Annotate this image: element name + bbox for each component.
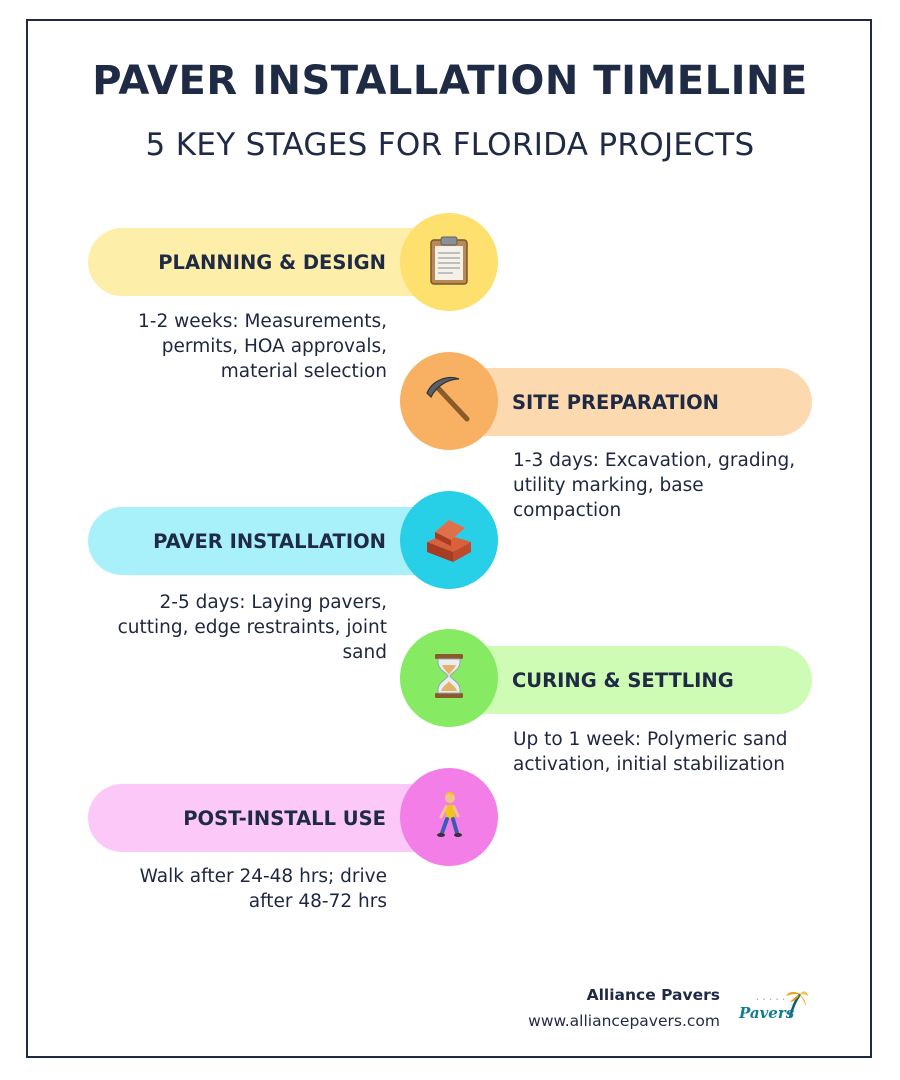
- company-name: Alliance Pavers: [586, 986, 720, 1004]
- stage-label: CURING & SETTLING: [512, 668, 734, 692]
- stage-description: 1-3 days: Excavation, grading, utility marking, base compaction: [513, 450, 796, 521]
- stage-pill-curing-settling: [450, 646, 812, 714]
- page-title: PAVER INSTALLATION TIMELINE: [92, 58, 808, 104]
- stage-description: Up to 1 week: Polymeric sand activation, initial stabilization: [513, 729, 788, 775]
- stage-pill-planning: [88, 228, 448, 296]
- company-url[interactable]: www.alliancepavers.com: [528, 1012, 720, 1030]
- stage-label: PLANNING & DESIGN: [158, 250, 386, 274]
- page-subtitle: 5 KEY STAGES FOR FLORIDA PROJECTS: [145, 127, 755, 163]
- stage-icon-circle: [400, 491, 498, 589]
- stage-pill-site-preparation: [450, 368, 812, 436]
- walking-person-icon: [423, 789, 475, 845]
- stage-icon-circle: [400, 352, 498, 450]
- stage-description: 1-2 weeks: Measurements, permits, HOA approvals, material selection: [138, 311, 387, 382]
- stage-icon-circle: [400, 629, 498, 727]
- pickaxe-icon: [423, 373, 475, 429]
- logo-text: Pavers: [739, 1004, 795, 1022]
- stage-label: PAVER INSTALLATION: [153, 529, 386, 553]
- stage-icon-circle: [400, 213, 498, 311]
- brick-icon: [423, 512, 475, 568]
- clipboard-icon: [423, 234, 475, 290]
- stage-pill-paver-installation: [88, 507, 448, 575]
- stage-pill-post-install-use: [88, 784, 448, 852]
- svg-text:• • • • •: • • • • •: [756, 997, 787, 1003]
- stage-icon-circle: [400, 768, 498, 866]
- stage-label: SITE PREPARATION: [512, 390, 719, 414]
- stage-description: 2-5 days: Laying pavers, cutting, edge restraints, joint sand: [117, 592, 387, 663]
- hourglass-icon: [423, 650, 475, 706]
- company-logo: [738, 988, 808, 1028]
- stage-label: POST-INSTALL USE: [183, 806, 386, 830]
- stage-description: Walk after 24-48 hrs; drive after 48-72 hrs: [139, 866, 387, 912]
